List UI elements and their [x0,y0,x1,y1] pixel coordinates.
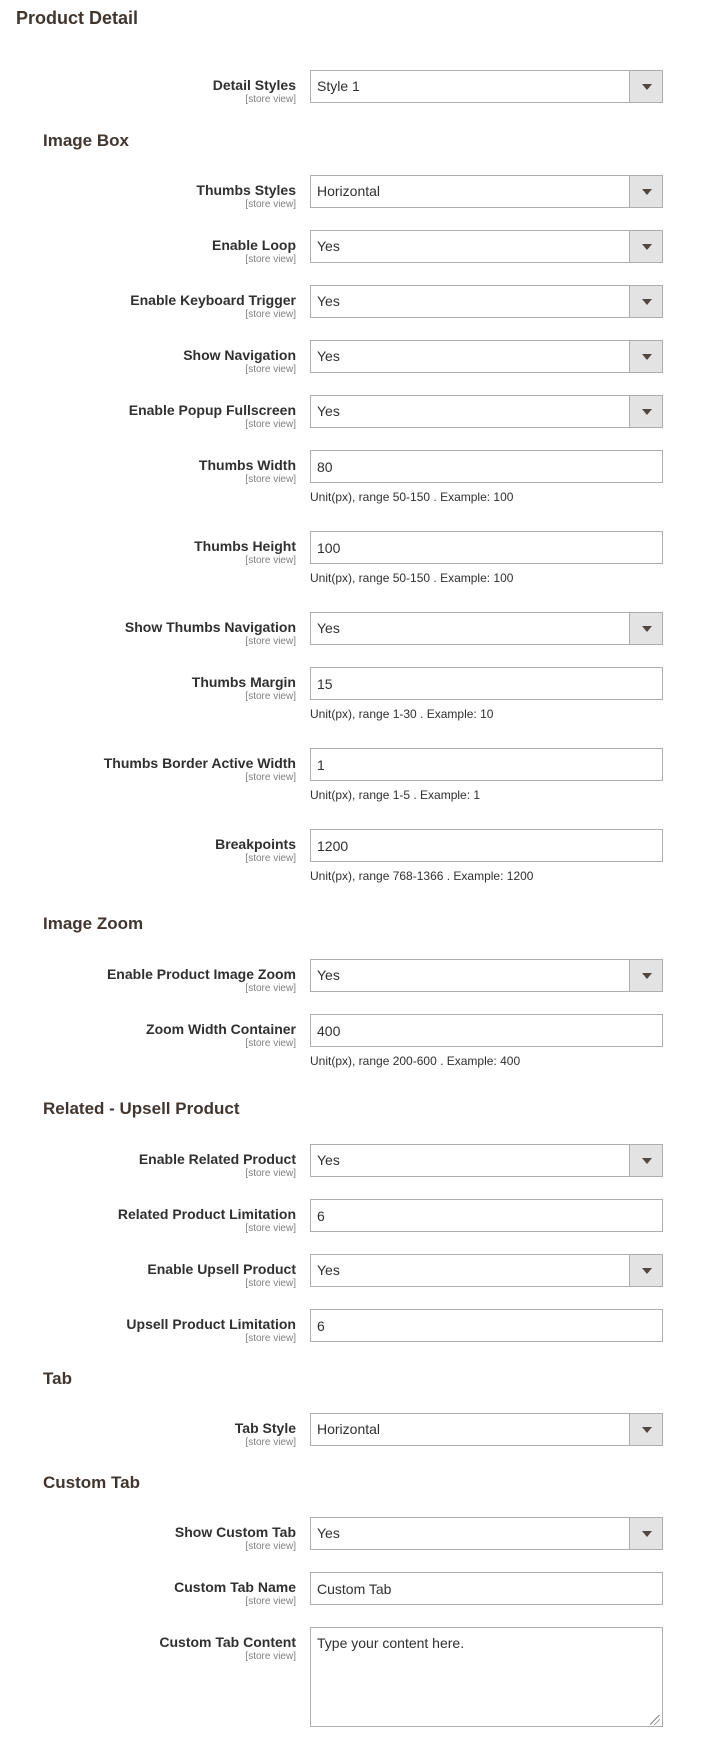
chevron-down-icon[interactable] [629,396,662,427]
section-title-tab: Tab [43,1369,72,1388]
field-note: Unit(px), range 50-150 . Example: 100 [310,571,514,585]
scope-label: [store view] [245,474,296,485]
field-label: Show Thumbs Navigation [124,619,296,635]
scope-label: [store view] [245,199,296,210]
scope-label: [store view] [245,983,296,994]
thumbs-margin-input[interactable] [310,667,663,700]
field-label: Upsell Product Limitation [126,1316,296,1332]
field-label: Enable Loop [212,237,296,253]
thumbs-width-input[interactable] [310,450,663,483]
field-label: Detail Styles [212,77,296,93]
select-value: Yes [317,620,340,636]
field-label: Enable Related Product [138,1151,296,1167]
enable-related-product-select[interactable] [310,1144,663,1177]
chevron-down-icon[interactable] [629,1518,662,1549]
select-value: Yes [317,1152,340,1168]
scope-label: [store view] [245,1596,296,1607]
tab-style-select[interactable] [310,1413,663,1446]
scope-label: [store view] [245,1333,296,1344]
chevron-down-icon[interactable] [629,1145,662,1176]
breakpoints-input[interactable] [310,829,663,862]
field-note: Unit(px), range 768-1366 . Example: 1200 [310,869,534,883]
scope-label: [store view] [245,309,296,320]
scope-label: [store view] [245,1168,296,1179]
field-label: Thumbs Height [194,538,296,554]
chevron-down-icon[interactable] [629,71,662,102]
select-value: Yes [317,238,340,254]
field-label: Show Navigation [183,347,296,363]
custom-tab-content-textarea[interactable] [310,1627,663,1727]
section-title-image-zoom: Image Zoom [43,914,144,933]
section-title-custom-tab: Custom Tab [43,1473,140,1492]
select-value: Horizontal [317,183,381,199]
scope-label: [store view] [245,254,296,265]
field-label: Enable Popup Fullscreen [128,402,296,418]
select-value: Horizontal [317,1421,381,1437]
field-label: Show Custom Tab [174,1524,296,1540]
select-value: Yes [317,403,340,419]
scope-label: [store view] [245,1223,296,1234]
zoom-width-container-input[interactable] [310,1014,663,1047]
chevron-down-icon[interactable] [629,960,662,991]
show-navigation-select[interactable] [310,340,663,373]
enable-popup-fullscreen-select[interactable] [310,395,663,428]
thumbs-styles-select[interactable] [310,175,663,208]
field-label: Thumbs Margin [191,674,296,690]
scope-label: [store view] [245,1541,296,1552]
thumbs-border-active-width-input[interactable] [310,748,663,781]
select-value: Yes [317,348,340,364]
field-label: Enable Upsell Product [147,1261,296,1277]
scope-label: [store view] [245,772,296,783]
scope-label: [store view] [245,1038,296,1049]
scope-label: [store view] [245,419,296,430]
field-label: Enable Product Image Zoom [106,966,296,982]
scope-label: [store view] [245,364,296,375]
custom-tab-name-input[interactable] [310,1572,663,1605]
scope-label: [store view] [245,853,296,864]
show-custom-tab-select[interactable] [310,1517,663,1550]
related-product-limitation-input[interactable] [310,1199,663,1232]
chevron-down-icon[interactable] [629,1414,662,1445]
enable-keyboard-trigger-select[interactable] [310,285,663,318]
field-label: Tab Style [234,1420,296,1436]
section-title-related-upsell: Related - Upsell Product [43,1099,240,1118]
chevron-down-icon[interactable] [629,1255,662,1286]
detail-styles-select[interactable] [310,70,663,103]
scope-label: [store view] [245,555,296,566]
field-label: Breakpoints [215,836,296,852]
field-note: Unit(px), range 1-30 . Example: 10 [310,707,494,721]
scope-label: [store view] [245,691,296,702]
scope-label: [store view] [245,1651,296,1662]
chevron-down-icon[interactable] [629,286,662,317]
field-note: Unit(px), range 50-150 . Example: 100 [310,490,514,504]
enable-loop-select[interactable] [310,230,663,263]
chevron-down-icon[interactable] [629,613,662,644]
scope-label: [store view] [245,1437,296,1448]
thumbs-height-input[interactable] [310,531,663,564]
enable-product-image-zoom-select[interactable] [310,959,663,992]
scope-label: [store view] [245,636,296,647]
field-label: Custom Tab Name [174,1579,296,1595]
field-label: Related Product Limitation [117,1206,296,1222]
section-title-image-box: Image Box [43,131,129,150]
scope-label: [store view] [245,1278,296,1289]
select-value: Yes [317,293,340,309]
select-value: Yes [317,967,340,983]
enable-upsell-product-select[interactable] [310,1254,663,1287]
field-note: Unit(px), range 1-5 . Example: 1 [310,788,481,802]
field-label: Zoom Width Container [146,1021,296,1037]
upsell-product-limitation-input[interactable] [310,1309,663,1342]
field-label: Enable Keyboard Trigger [130,292,296,308]
chevron-down-icon[interactable] [629,176,662,207]
field-label: Thumbs Border Active Width [103,755,296,771]
chevron-down-icon[interactable] [629,341,662,372]
field-label: Thumbs Styles [196,182,296,198]
field-note: Unit(px), range 200-600 . Example: 400 [310,1054,521,1068]
select-value: Yes [317,1262,340,1278]
page-title: Product Detail [16,8,139,28]
field-label: Thumbs Width [198,457,296,473]
select-value: Yes [317,1525,340,1541]
chevron-down-icon[interactable] [629,231,662,262]
show-thumbs-navigation-select[interactable] [310,612,663,645]
resize-handle-icon[interactable] [650,1715,660,1725]
scope-label: [store view] [245,94,296,105]
select-value: Style 1 [317,78,360,94]
field-label: Custom Tab Content [159,1634,296,1650]
